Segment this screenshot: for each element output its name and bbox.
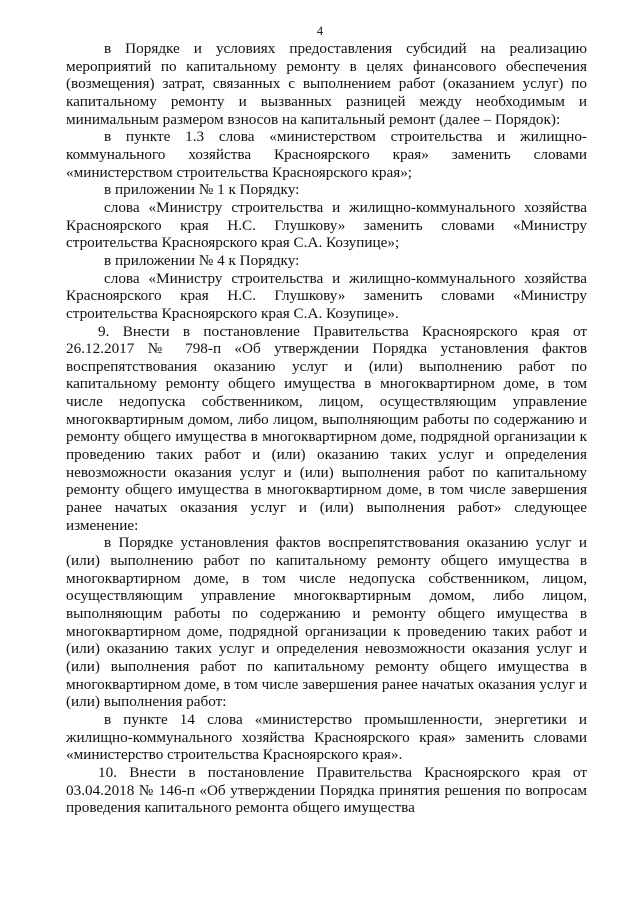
document-body xyxy=(66,40,587,817)
page-number: 4 xyxy=(316,24,324,38)
paragraph: в приложении № 1 к Порядку: xyxy=(104,181,300,199)
paragraph: в приложении № 4 к Порядку: xyxy=(104,251,300,269)
paragraph: в Порядке установления фактов воспрепятствования оказанию услуг и (или) выполнению работ по капитальному ремонту общего имущества в многоквартирном доме, в том числе недопуска собственником, лицом, осуществляющим управление многоквартирным домом, либо лицом, выполняющим работы по содержанию и ремонту общего имущества в многоквартирном доме, подрядной организации к проведению таких работ и (или) оказанию таких услуг и определения невозможности оказания услуг и (или) выполнения работ по капитальному ремонту общего имущества в многоквартирном доме, в том числе завершения ранее начатых оказания услуг и (или) выполнения работ: xyxy=(66,534,587,711)
paragraph: в Порядке и условиях предоставления субсидий на реализацию мероприятий по капитальному ремонту в целях финансового обеспечения (возмещения) затрат, связанных с выполнением работ (оказанием услуг) по капитальному ремонту и вызванных разницей между необходимым и минимальным размером взносов на капитальный ремонт (далее – Порядок): xyxy=(66,40,587,128)
paragraph: 10. Внести в постановление Правительства Красноярского края от 03.04.2018 № 146-п «Об утверждении Порядка принятия решения по вопросам проведения капитального ремонта общего имущества xyxy=(66,763,587,817)
paragraph: 9. Внести в постановление Правительства Красноярского края от 26.12.2017 № 798-п «Об утверждении Порядка установления фактов воспрепятствования оказанию услуг и (или) выполнению работ по капитальному ремонту общего имущества в многоквартирном доме, в том числе недопуска собственником, лицом, осуществляющим управление многоквартирным домом, либо лицом, выполняющим работы по содержанию и ремонту общего имущества в многоквартирном доме, подрядной организации к проведению таких работ и (или) оказанию таких услуг и определения невозможности оказания услуг и (или) выполнения работ по капитальному ремонту общего имущества в многоквартирном доме, в том числе завершения ранее начатых оказания услуг и (или) выполнения работ» следующее изменение: xyxy=(66,322,587,534)
paragraph: слова «Министру строительства и жилищно-коммунального хозяйства Красноярского края Н.С. Глушкову» заменить словами «Министру строительства Красноярского края С.А. Козупице»; xyxy=(66,198,587,252)
paragraph: в пункте 14 слова «министерство промышленности, энергетики и жилищно-коммунального хозяйства Красноярского края» заменить словами «министерство строительства Красноярского края». xyxy=(66,710,587,764)
paragraph: в пункте 1.3 слова «министерством строительства и жилищно-коммунального хозяйства Красноярского края» заменить словами «министерством строительства Красноярского края»; xyxy=(66,128,587,181)
paragraph: слова «Министру строительства и жилищно-коммунального хозяйства Красноярского края Н.С. Глушкову» заменить словами «Министру строительства Красноярского края С.А. Козупице». xyxy=(66,269,587,322)
